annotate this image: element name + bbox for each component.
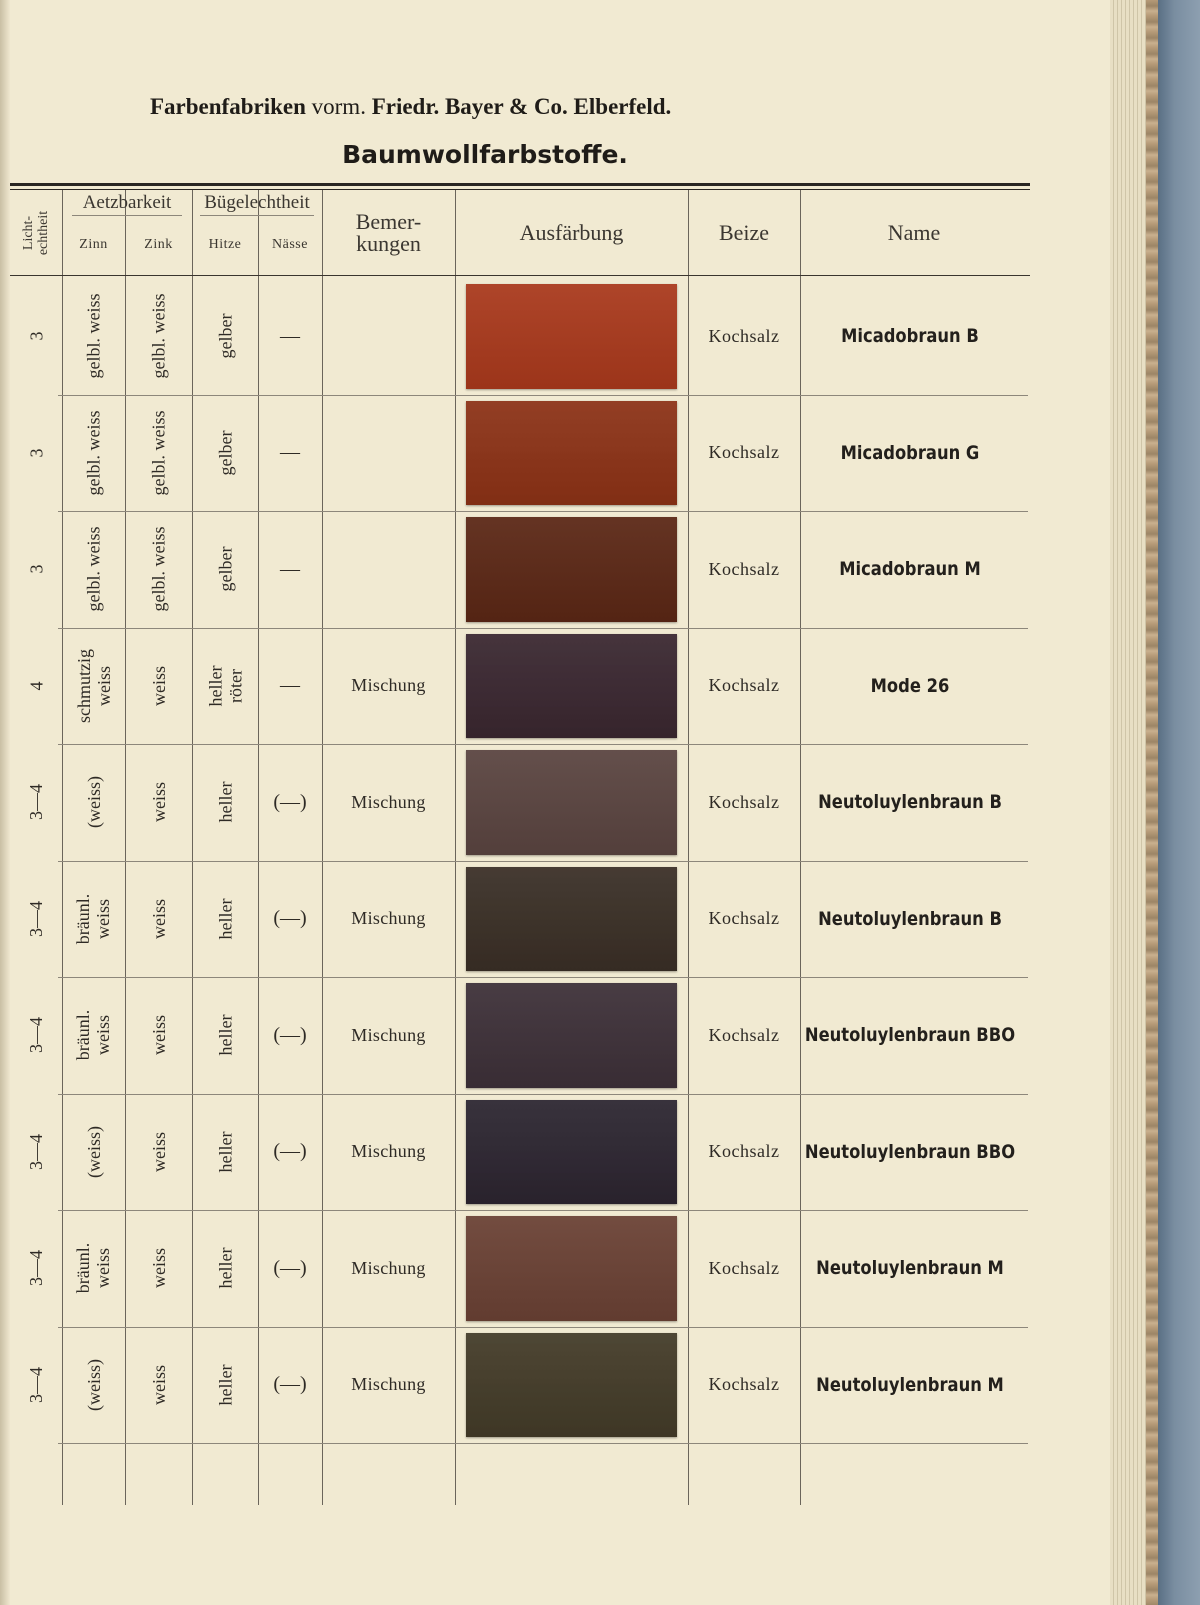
- page-stack-edge: [1110, 0, 1150, 1605]
- cell-naesse: [258, 977, 322, 1094]
- header-rule-thick: [10, 183, 1030, 186]
- cell-zinn-text: bräunl. weiss: [73, 893, 114, 944]
- header-aetzbarkeit: [62, 190, 192, 215]
- cell-naesse: [258, 861, 322, 978]
- cell-bemerkung-text: Mischung: [351, 1374, 426, 1395]
- fabric-swatch: [466, 517, 677, 622]
- cell-beize: [688, 744, 800, 861]
- header-hitze: [192, 215, 258, 275]
- cell-zink: [125, 861, 192, 978]
- dye-name: Neutoluylenbraun BBO: [804, 1024, 1016, 1047]
- row-divider: [58, 1443, 1028, 1444]
- cell-beize: [688, 1094, 800, 1211]
- cell-beize-text: Kochsalz: [708, 442, 780, 463]
- cell-beize-text: Kochsalz: [708, 1141, 780, 1162]
- header-lichtechtheit-label: Licht- echtheit: [21, 210, 51, 255]
- cell-zink-text: weiss: [148, 1131, 169, 1172]
- header-naesse-label: Nässe: [272, 237, 308, 252]
- cell-hitze: [192, 744, 258, 861]
- cell-zink-text: weiss: [148, 1248, 169, 1289]
- cell-bemerkung: [322, 744, 455, 861]
- cell-beize-text: Kochsalz: [708, 908, 780, 929]
- fabric-swatch: [466, 1333, 677, 1438]
- header-name-label: Name: [887, 219, 941, 245]
- cell-naesse-text: (—): [273, 1023, 307, 1046]
- cell-lichtechtheit-text: 3—4: [26, 1017, 46, 1054]
- cell-zinn-text: (weiss): [83, 1125, 104, 1178]
- cell-naesse: [258, 1210, 322, 1327]
- section-title: Baumwollfarbstoffe.: [342, 140, 628, 169]
- fabric-swatch: [466, 401, 677, 506]
- cell-beize-text: Kochsalz: [708, 791, 780, 812]
- cell-hitze-text: gelber: [214, 313, 235, 359]
- cell-lichtechtheit: [10, 1094, 62, 1211]
- cell-zinn: [62, 628, 125, 745]
- cell-lichtechtheit-text: 3—4: [26, 1133, 46, 1170]
- cell-name: [807, 628, 1013, 745]
- cell-naesse-text: —: [280, 557, 300, 580]
- cell-naesse-text: (—): [273, 1140, 307, 1163]
- company-name-vorm: vorm.: [311, 94, 366, 119]
- cell-zink: [125, 511, 192, 628]
- cell-zink: [125, 628, 192, 745]
- company-name-part2: Friedr. Bayer & Co. Elberfeld.: [371, 94, 672, 119]
- cell-hitze-text: heller: [214, 1014, 235, 1056]
- cell-zink: [125, 278, 192, 395]
- cell-lichtechtheit-text: 4: [26, 681, 46, 691]
- cell-naesse-text: (—): [273, 790, 307, 813]
- cell-lichtechtheit-text: 3—4: [26, 1366, 46, 1403]
- cell-lichtechtheit: [10, 278, 62, 395]
- cell-bemerkung: [322, 1094, 455, 1211]
- cell-bemerkung: [322, 977, 455, 1094]
- header-buegelechtheit: [192, 190, 322, 215]
- cell-beize: [688, 511, 800, 628]
- cell-naesse-text: (—): [273, 1373, 307, 1396]
- cell-beize: [688, 395, 800, 512]
- cell-naesse: [258, 1094, 322, 1211]
- cell-zink-text: weiss: [148, 898, 169, 939]
- cell-zink: [125, 744, 192, 861]
- company-name-part1: Farbenfabriken: [150, 94, 306, 119]
- cell-hitze-text: gelber: [214, 546, 235, 592]
- fabric-swatch: [466, 983, 677, 1088]
- cell-zinn: [62, 1094, 125, 1211]
- header-aetzbarkeit-label: Aetzbarkeit: [82, 191, 172, 213]
- cell-hitze-text: heller: [214, 1364, 235, 1406]
- cell-naesse: [258, 1327, 322, 1444]
- marbled-edge: [1146, 0, 1158, 1605]
- cell-zinn-text: schmutzig weiss: [73, 648, 114, 723]
- cell-bemerkung: [322, 395, 455, 512]
- cell-zinn: [62, 861, 125, 978]
- cell-hitze: [192, 1094, 258, 1211]
- cell-beize-text: Kochsalz: [708, 325, 780, 346]
- cell-bemerkung: [322, 511, 455, 628]
- cell-lichtechtheit: [10, 511, 62, 628]
- cell-zink-text: gelbl. weiss: [148, 526, 169, 612]
- cell-hitze: [192, 977, 258, 1094]
- cell-zinn-text: bräunl. weiss: [73, 1010, 114, 1061]
- cell-lichtechtheit: [10, 744, 62, 861]
- cell-lichtechtheit-text: 3: [26, 448, 46, 458]
- fabric-swatch: [466, 284, 677, 389]
- header-hitze-label: Hitze: [208, 237, 242, 252]
- cell-lichtechtheit-text: 3—4: [26, 784, 46, 821]
- cell-lichtechtheit: [10, 861, 62, 978]
- cell-zinn-text: gelbl. weiss: [83, 526, 104, 612]
- cell-zinn-text: bräunl. weiss: [73, 1243, 114, 1294]
- page-gutter: [0, 0, 10, 1605]
- cell-bemerkung-text: Mischung: [351, 791, 426, 812]
- cell-zinn: [62, 278, 125, 395]
- cell-zink: [125, 1094, 192, 1211]
- cell-lichtechtheit-text: 3—4: [26, 900, 46, 937]
- header-zinn-label: Zinn: [79, 237, 108, 252]
- cell-name: [804, 1094, 1016, 1211]
- header-beize: [688, 190, 800, 275]
- cell-zink: [125, 977, 192, 1094]
- cell-hitze: [192, 395, 258, 512]
- cell-bemerkung: [322, 1210, 455, 1327]
- cell-hitze: [192, 1210, 258, 1327]
- cell-naesse-text: (—): [273, 907, 307, 930]
- cell-hitze-text: heller: [214, 781, 235, 823]
- cell-zinn-text: gelbl. weiss: [83, 410, 104, 496]
- header-naesse: [258, 215, 322, 275]
- cell-zink-text: weiss: [148, 782, 169, 823]
- cell-naesse-text: —: [280, 674, 300, 697]
- cell-zinn: [62, 1327, 125, 1444]
- cell-beize: [688, 861, 800, 978]
- header-ausfaerbung-label: Ausfärbung: [519, 219, 624, 245]
- cell-naesse: [258, 744, 322, 861]
- cell-naesse: [258, 278, 322, 395]
- dye-name: Micadobraun G: [840, 441, 980, 464]
- fabric-swatch: [466, 750, 677, 855]
- cell-name: [807, 861, 1013, 978]
- dye-name: Neutoluylenbraun B: [818, 907, 1002, 930]
- cell-bemerkung-text: Mischung: [351, 675, 426, 696]
- cell-bemerkung-text: Mischung: [351, 1141, 426, 1162]
- cell-beize: [688, 977, 800, 1094]
- cell-hitze: [192, 511, 258, 628]
- cell-naesse: [258, 511, 322, 628]
- cell-hitze-text: heller: [214, 1131, 235, 1173]
- cell-hitze-text: heller: [214, 898, 235, 940]
- cell-hitze: [192, 628, 258, 745]
- fabric-swatch: [466, 634, 677, 739]
- cell-zinn: [62, 1210, 125, 1327]
- cell-zink: [125, 1327, 192, 1444]
- cell-zink-text: gelbl. weiss: [148, 410, 169, 496]
- fabric-swatch: [466, 1216, 677, 1321]
- cell-name: [807, 395, 1013, 512]
- cell-bemerkung: [322, 861, 455, 978]
- dye-name: Neutoluylenbraun B: [818, 791, 1002, 814]
- header-zink-label: Zink: [144, 237, 173, 252]
- header-zinn: [62, 215, 125, 275]
- cell-zink-text: weiss: [148, 665, 169, 706]
- header-beize-label: Beize: [718, 219, 770, 245]
- dye-name: Neutoluylenbraun M: [816, 1373, 1004, 1396]
- dye-name: Neutoluylenbraun BBO: [804, 1140, 1016, 1163]
- cell-name: [807, 511, 1013, 628]
- cell-beize-text: Kochsalz: [708, 1257, 780, 1278]
- cell-name: [807, 1210, 1013, 1327]
- header-bemerkungen: [322, 190, 455, 275]
- cell-beize: [688, 278, 800, 395]
- cell-hitze-text: heller röter: [204, 665, 245, 707]
- cell-zink: [125, 395, 192, 512]
- cell-zinn: [62, 395, 125, 512]
- cell-naesse-text: —: [280, 441, 300, 464]
- cell-bemerkung-text: Mischung: [351, 1257, 426, 1278]
- cell-name: [807, 744, 1013, 861]
- fabric-swatch: [466, 867, 677, 972]
- header-buegelechtheit-label: Bügelechtheit: [204, 191, 310, 213]
- cell-bemerkung: [322, 628, 455, 745]
- cell-name: [807, 1327, 1013, 1444]
- cell-lichtechtheit-text: 3—4: [26, 1250, 46, 1287]
- cell-lichtechtheit: [10, 977, 62, 1094]
- cell-zinn: [62, 977, 125, 1094]
- dye-name: Micadobraun B: [841, 325, 979, 348]
- cell-zinn: [62, 744, 125, 861]
- cell-zinn-text: gelbl. weiss: [83, 293, 104, 379]
- cell-beize: [688, 1210, 800, 1327]
- cell-zink: [125, 1210, 192, 1327]
- cell-name: [807, 278, 1013, 395]
- cell-zinn-text: (weiss): [83, 1358, 104, 1411]
- dye-name: Mode 26: [870, 674, 950, 697]
- cell-bemerkung: [322, 1327, 455, 1444]
- cell-zink-text: gelbl. weiss: [148, 293, 169, 379]
- cell-beize: [688, 628, 800, 745]
- header-bottom-rule: [10, 275, 1030, 276]
- cell-naesse: [258, 395, 322, 512]
- fabric-swatch: [466, 1100, 677, 1205]
- cell-beize-text: Kochsalz: [708, 558, 780, 579]
- book-cover: [1158, 0, 1200, 1605]
- cell-zinn-text: (weiss): [83, 776, 104, 829]
- cell-naesse-text: —: [280, 324, 300, 347]
- cell-hitze: [192, 861, 258, 978]
- company-header: [150, 94, 800, 120]
- dye-name: Neutoluylenbraun M: [816, 1257, 1004, 1280]
- cell-beize-text: Kochsalz: [708, 1024, 780, 1045]
- cell-zinn: [62, 511, 125, 628]
- cell-zink-text: weiss: [148, 1015, 169, 1056]
- cell-lichtechtheit: [10, 628, 62, 745]
- header-lichtechtheit: [10, 190, 62, 275]
- cell-bemerkung-text: Mischung: [351, 1024, 426, 1045]
- cell-lichtechtheit: [10, 395, 62, 512]
- cell-bemerkung-text: Mischung: [351, 908, 426, 929]
- cell-name: [804, 977, 1016, 1094]
- dye-name: Micadobraun M: [839, 558, 981, 581]
- cell-lichtechtheit: [10, 1210, 62, 1327]
- cell-lichtechtheit-text: 3: [26, 331, 46, 341]
- cell-bemerkung: [322, 278, 455, 395]
- header-bemerkungen-label: Bemer- kungen: [355, 208, 422, 256]
- cell-hitze: [192, 278, 258, 395]
- header-zink: [125, 215, 192, 275]
- cell-naesse-text: (—): [273, 1256, 307, 1279]
- cell-beize-text: Kochsalz: [708, 675, 780, 696]
- cell-hitze-text: gelber: [214, 430, 235, 476]
- header-name: [800, 190, 1028, 275]
- cell-naesse: [258, 628, 322, 745]
- cell-beize: [688, 1327, 800, 1444]
- cell-lichtechtheit: [10, 1327, 62, 1444]
- cell-hitze: [192, 1327, 258, 1444]
- cell-hitze-text: heller: [214, 1247, 235, 1289]
- cell-beize-text: Kochsalz: [708, 1374, 780, 1395]
- cell-zink-text: weiss: [148, 1364, 169, 1405]
- cell-lichtechtheit-text: 3: [26, 564, 46, 574]
- header-ausfaerbung: [455, 190, 688, 275]
